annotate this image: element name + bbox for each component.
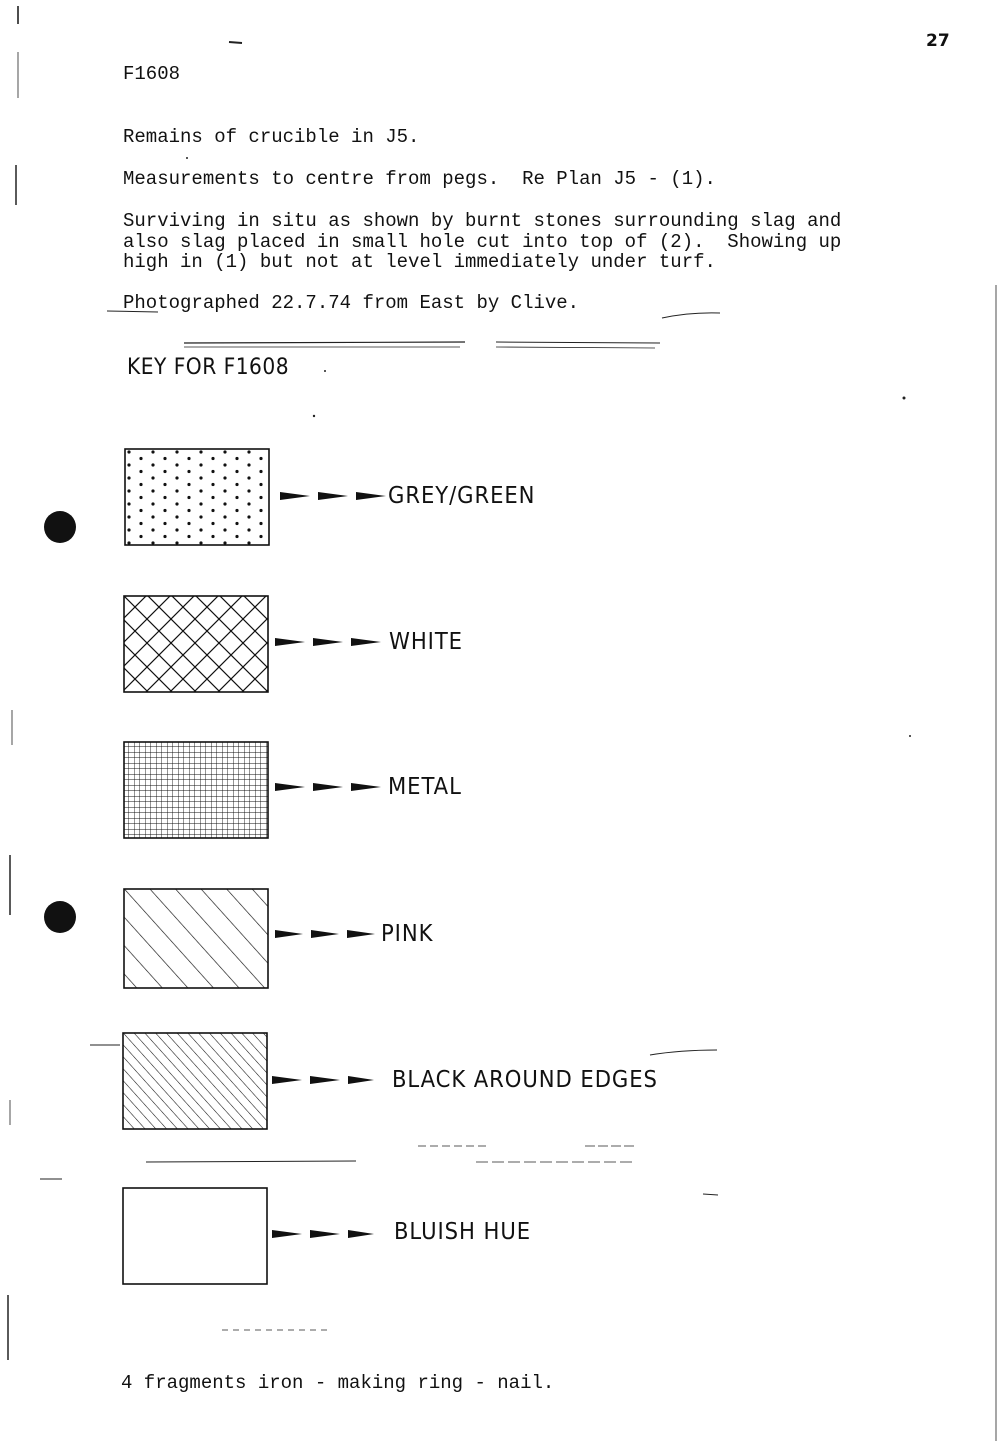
- arrow-group-6: [272, 1227, 382, 1241]
- footer-note: 4 fragments iron - making ring - nail.: [121, 1372, 555, 1394]
- arrow-group-3: [275, 780, 385, 794]
- note-surviving-line1: Surviving in situ as shown by burnt stones surrounding slag and: [123, 210, 842, 232]
- swatch-dots: [124, 448, 270, 546]
- swatch-grid: [123, 741, 269, 839]
- feature-id: F1608: [123, 63, 181, 85]
- page-number: 27: [926, 31, 950, 51]
- arrow-group-1: [280, 489, 390, 503]
- note-photographed: Photographed 22.7.74 from East by Clive.: [123, 292, 580, 314]
- note-measurements: Measurements to centre from pegs. Re Plan J5 - (1).: [123, 168, 716, 190]
- arrow-group-2: [275, 635, 385, 649]
- punch-hole-top: [44, 511, 76, 543]
- swatch-crosshatch: [123, 595, 269, 693]
- key-label-pink: PINK: [381, 921, 434, 947]
- key-label-bluish-hue: BLUISH HUE: [394, 1219, 532, 1245]
- swatch-blank: [122, 1187, 268, 1285]
- key-label-black-around-edges: BLACK AROUND EDGES: [392, 1067, 658, 1093]
- swatch-diagonal-wide: [123, 888, 269, 989]
- note-surviving-line3: high in (1) but not at level immediately under turf.: [123, 251, 716, 273]
- note-surviving-line2: also slag placed in small hole cut into top of (2). Showing up: [123, 231, 842, 253]
- arrow-group-4: [275, 927, 385, 941]
- punch-hole-bottom: [44, 901, 76, 933]
- swatch-diagonal-dense: [122, 1032, 268, 1130]
- key-label-metal: METAL: [388, 774, 462, 800]
- key-label-white: WHITE: [389, 629, 463, 655]
- key-title: KEY FOR F1608: [127, 355, 290, 380]
- note-crucible: Remains of crucible in J5.: [123, 126, 420, 148]
- key-label-grey-green: GREY/GREEN: [388, 483, 536, 509]
- arrow-group-5: [272, 1073, 382, 1087]
